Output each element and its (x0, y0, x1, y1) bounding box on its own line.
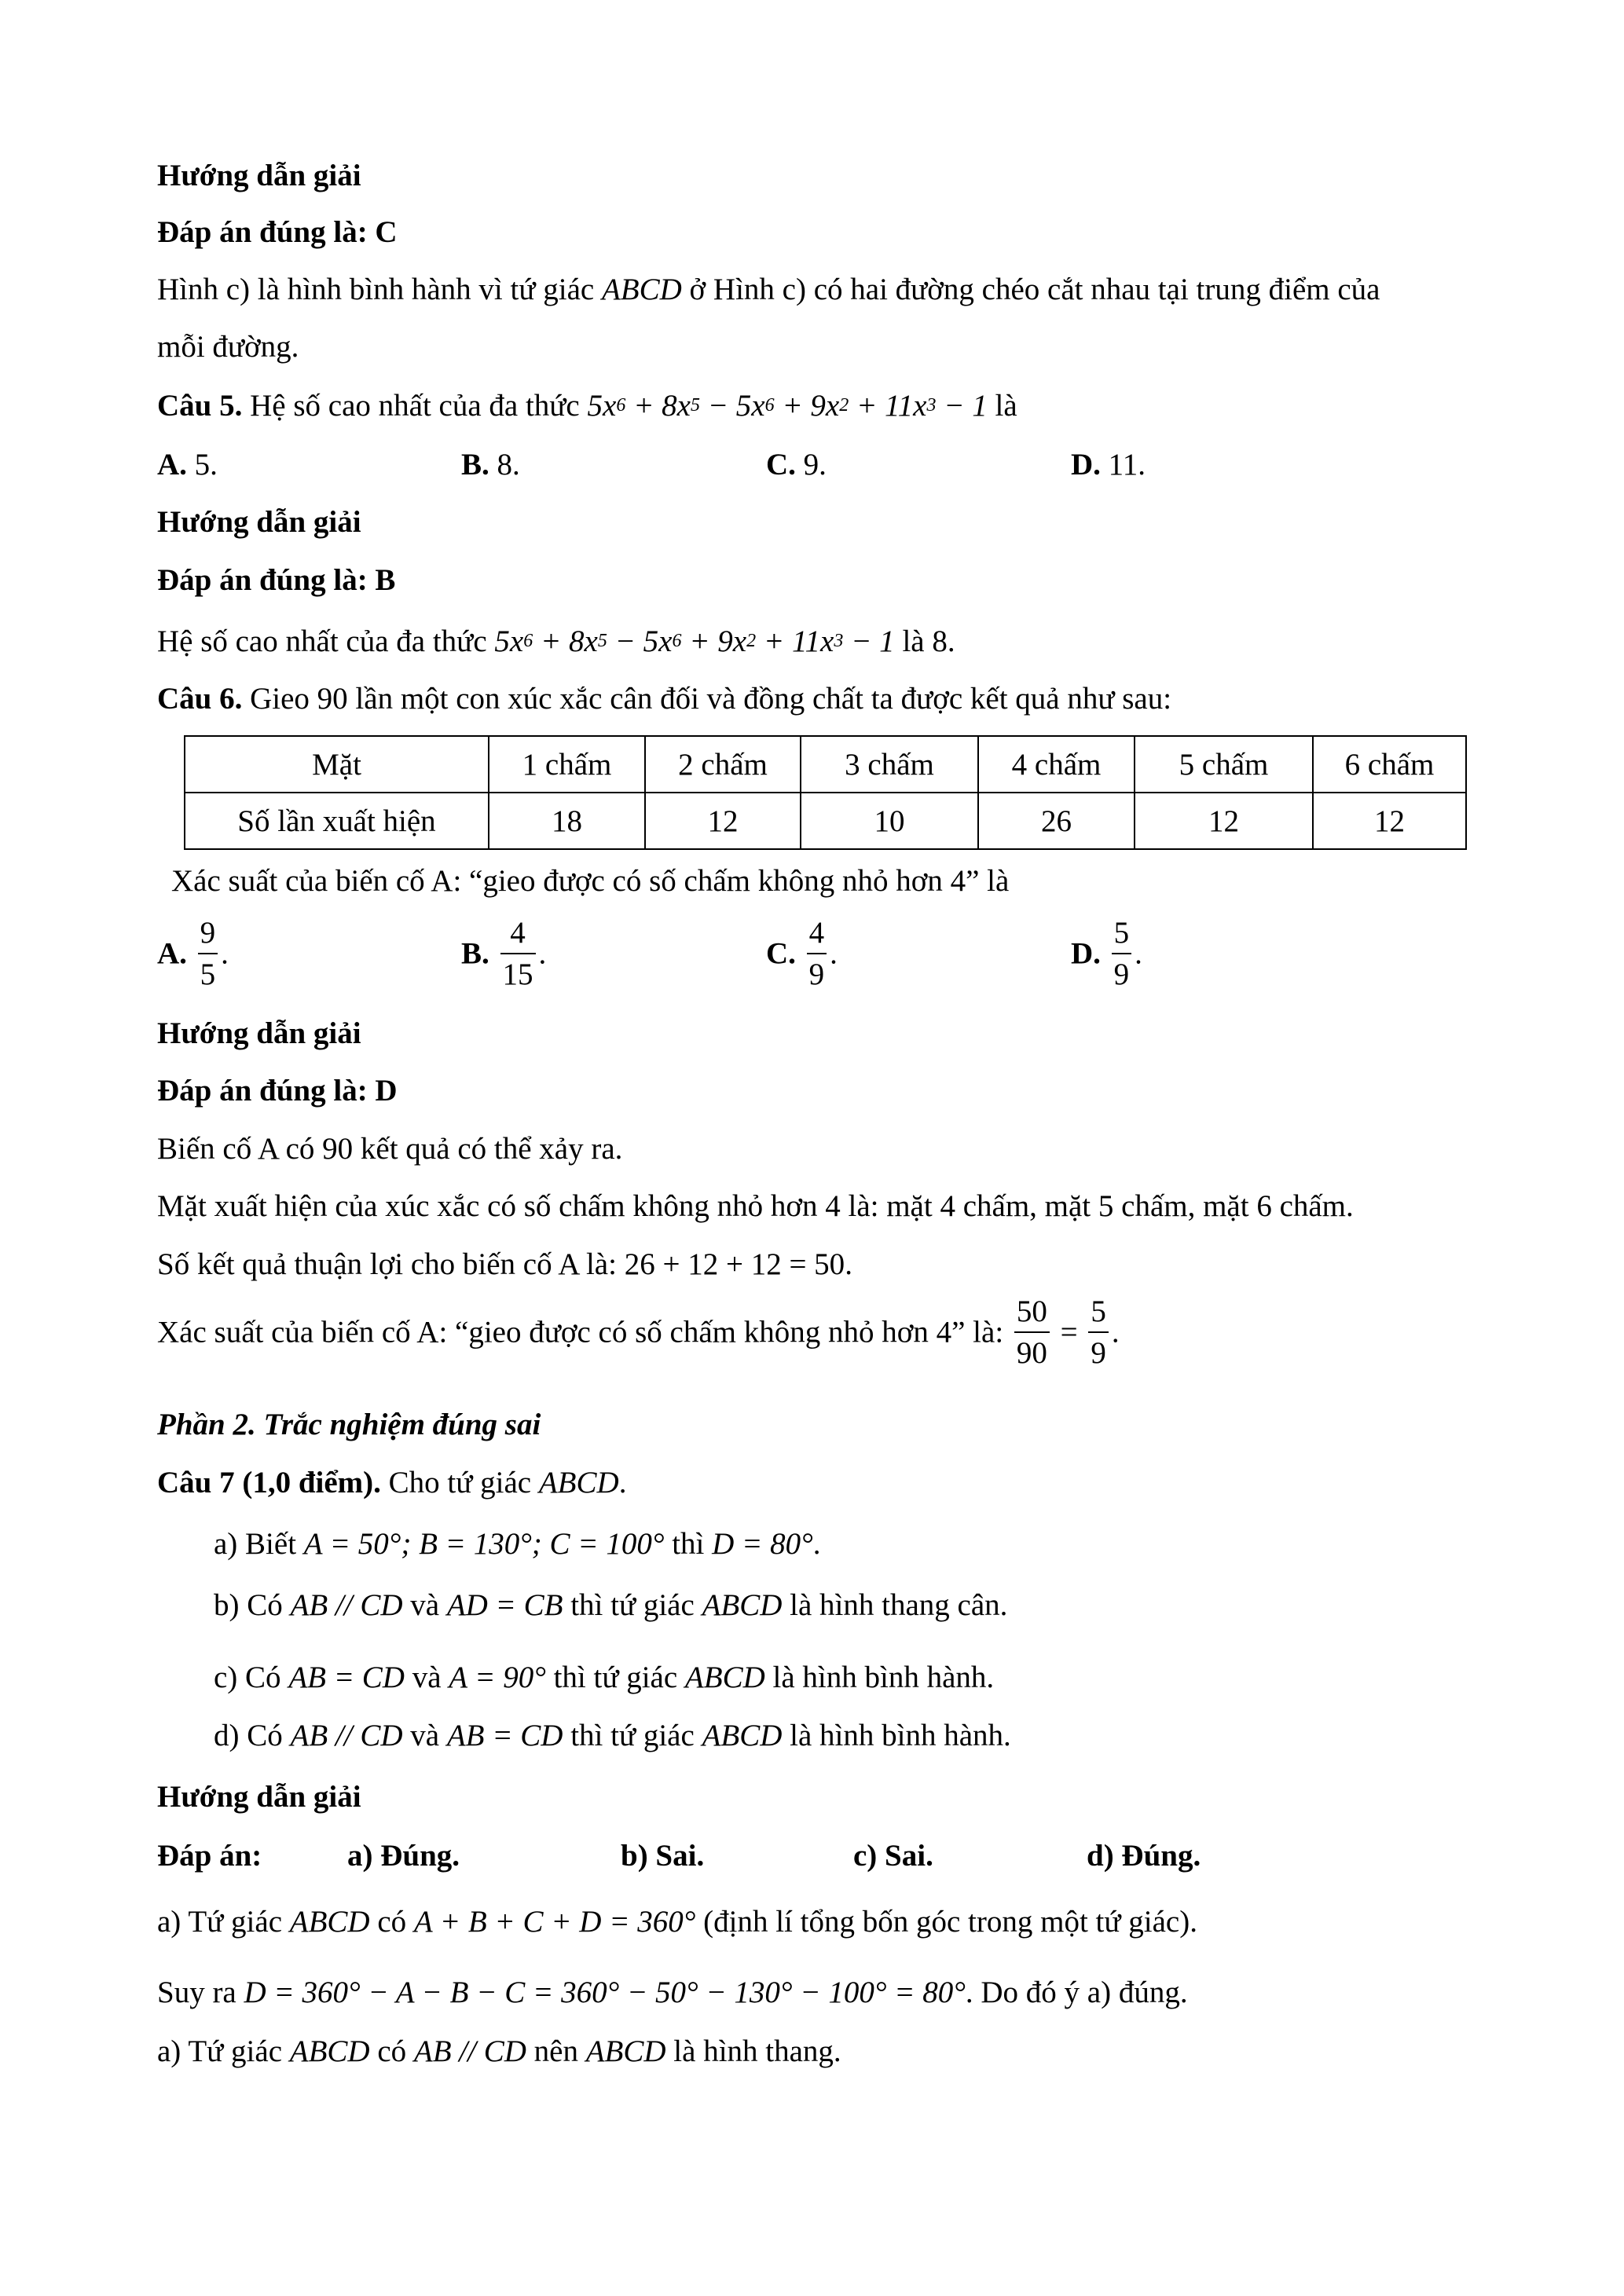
answer-line: Đáp án đúng là: D (157, 1074, 398, 1108)
option-d: D. $\frac{5}{9}$ . (1071, 916, 1142, 991)
probability-question: Xác suất của biến cố A: “gieo được có số chấm không nhỏ hơn 4” là (171, 864, 1010, 898)
polynomial: $5x^6 + 8x^5 - 5x^6 + 9x^2 + 11x^3 - 1$ (587, 389, 988, 423)
section-title: Phần 2. Trắc nghiệm đúng sai (157, 1408, 541, 1441)
question-5: Câu 5. Hệ số cao nhất của đa thức $5x^6 + 8x^5 - 5x^6 + 9x^2 + 11x^3 - 1$ là (157, 389, 1017, 423)
explanation-line: Hình c) là hình bình hành vì tứ giác ABCD ở Hình c) có hai đường chéo cắt nhau tại trung điểm của (157, 273, 1380, 306)
item-b: b) Có AB // CD và AD = CB thì tứ giác ABCD là hình thang cân. (214, 1588, 1008, 1622)
explanation-line: Biến cố A có 90 kết quả có thể xảy ra. (157, 1132, 623, 1166)
item-c: c) Có AB = CD và A = 90° thì tứ giác ABCD là hình bình hành. (214, 1661, 995, 1694)
options-row (157, 917, 1493, 1004)
option-a: A. 5. (157, 448, 218, 482)
explanation-line: Mặt xuất hiện của xúc xắc có số chấm không nhỏ hơn 4 là: mặt 4 chấm, mặt 5 chấm, mặt 6 chấm. (157, 1189, 1354, 1223)
options-row (157, 449, 1493, 485)
table-row: Số lần xuất hiện 18 12 10 26 12 12 (185, 793, 1466, 849)
solution-heading: Hướng dẫn giải (157, 159, 361, 192)
question-7: Câu 7 (1,0 điểm). Cho tứ giác ABCD. (157, 1466, 627, 1500)
option-d: D. 11. (1071, 448, 1146, 482)
option-c: C. $\frac{4}{9}$ . (766, 916, 838, 991)
explanation-line: Xác suất của biến cố A: “gieo được có số chấm không nhỏ hơn 4” là: $\frac{50}{90}$ = $\frac{5}{9}$ . (157, 1294, 1120, 1370)
solution-heading: Hướng dẫn giải (157, 505, 361, 539)
explanation-line: mỗi đường. (157, 330, 299, 364)
table-row: Mặt 1 chấm 2 chấm 3 chấm 4 chấm 5 chấm 6 chấm (185, 736, 1466, 793)
explanation-line: Suy ra D = 360° − A − B − C = 360° − 50° − 130° − 100° = 80°. Do đó ý a) đúng. (157, 1976, 1188, 2009)
solution-heading: Hướng dẫn giải (157, 1780, 361, 1814)
answer-line: Đáp án đúng là: B (157, 563, 396, 597)
solution-heading: Hướng dẫn giải (157, 1016, 361, 1050)
option-b: B. $\frac{4}{15}$ . (461, 916, 547, 991)
item-d: d) Có AB // CD và AB = CD thì tứ giác ABCD là hình bình hành. (214, 1719, 1011, 1752)
explanation-line: Hệ số cao nhất của đa thức $5x^6 + 8x^5 - 5x^6 + 9x^2 + 11x^3 - 1$ là 8. (157, 624, 955, 658)
dice-results-table (184, 735, 1467, 850)
answers-row: Đáp án: a) Đúng. b) Sai. c) Sai. d) Đúng. (157, 1839, 1201, 1873)
question-6: Câu 6. Gieo 90 lần một con xúc xắc cân đối và đồng chất ta được kết quả như sau: (157, 682, 1172, 716)
explanation-line: a) Tứ giác ABCD có AB // CD nên ABCD là hình thang. (157, 2034, 841, 2068)
explanation-line: Số kết quả thuận lợi cho biến cố A là: 26 + 12 + 12 = 50. (157, 1247, 852, 1281)
explanation-line: a) Tứ giác ABCD có A + B + C + D = 360° (định lí tổng bốn góc trong một tứ giác). (157, 1905, 1197, 1939)
option-b: B. 8. (461, 448, 520, 482)
option-a: A. $\frac{9}{5}$ . (157, 916, 229, 991)
answer-line: Đáp án đúng là: C (157, 215, 398, 249)
option-c: C. 9. (766, 448, 827, 482)
item-a: a) Biết A = 50°; B = 130°; C = 100° thì D = 80°. (214, 1527, 821, 1561)
